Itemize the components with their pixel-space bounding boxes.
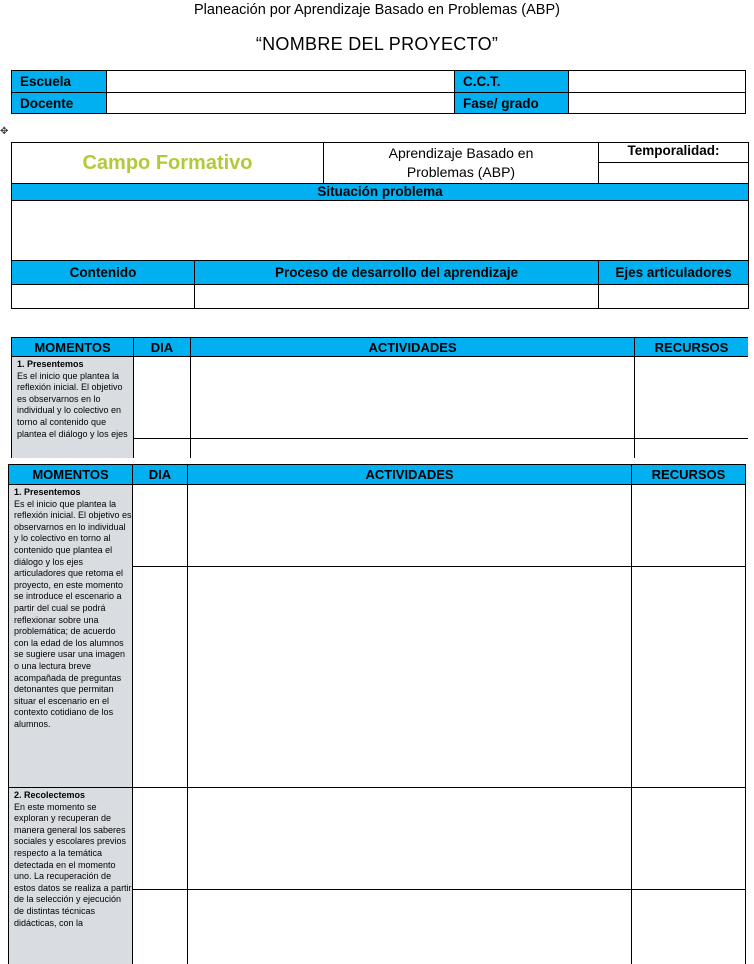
contenido-field[interactable]: [12, 285, 195, 309]
escuela-field[interactable]: [107, 71, 455, 93]
info-table: [11, 70, 746, 114]
moments-table-top-wrapper: [11, 337, 748, 458]
recursos-cell[interactable]: [635, 439, 749, 459]
temporalidad-label: Temporalidad:: [599, 143, 749, 163]
header-actividades: ACTIVIDADES: [191, 338, 635, 357]
recursos-cell[interactable]: [632, 890, 746, 964]
fase-grado-field[interactable]: [569, 93, 746, 114]
ejes-articuladores-label: Ejes articuladores: [599, 261, 749, 285]
moment-description: En este momento se exploran y recuperan de manera general los saberes sociales y escolares previos respecto a la temática detectada en el momento uno. La recuperación de estos datos se realiza a partir de la selección y ejecución de distintas técnicas didácticas, con la: [14, 801, 132, 928]
dia-cell[interactable]: [133, 788, 188, 890]
fase-grado-label: Fase/ grado: [455, 93, 569, 114]
metodologia-label: Aprendizaje Basado en Problemas (ABP): [324, 143, 599, 184]
actividades-cell[interactable]: [191, 439, 635, 459]
campo-formativo-title: Campo Formativo: [12, 143, 324, 184]
campo-formativo-table: [11, 142, 749, 309]
header-momentos: MOMENTOS: [12, 338, 134, 357]
situacion-problema-label: Situación problema: [12, 184, 749, 201]
moments-table-top: [11, 337, 748, 458]
header-momentos: MOMENTOS: [9, 465, 133, 485]
recursos-cell[interactable]: [632, 485, 746, 567]
moment-recolectemos-cell: [9, 788, 133, 964]
cct-label: C.C.T.: [455, 71, 569, 93]
moment-presentemos-cell: [12, 357, 134, 459]
moment-presentemos-cell: [9, 485, 133, 788]
recursos-cell[interactable]: [632, 567, 746, 788]
dia-cell[interactable]: [134, 439, 191, 459]
ejes-articuladores-field[interactable]: [599, 285, 749, 309]
header-dia: DIA: [134, 338, 191, 357]
moments-table-main-wrapper: [8, 464, 746, 964]
moment-description: Es el inicio que plantea la reflexión inicial. El objetivo es observarnos en lo individual y lo colectivo en torno al contenido que plantea el diálogo y los ejes: [17, 370, 128, 439]
situacion-problema-field[interactable]: [12, 201, 749, 261]
actividades-cell[interactable]: [188, 890, 632, 964]
docente-field[interactable]: [107, 93, 455, 114]
header-actividades: ACTIVIDADES: [188, 465, 632, 485]
dia-cell[interactable]: [133, 567, 188, 788]
recursos-cell[interactable]: [635, 357, 749, 439]
proceso-field[interactable]: [195, 285, 599, 309]
recursos-cell[interactable]: [632, 788, 746, 890]
actividades-cell[interactable]: [191, 357, 635, 439]
moment-title: 2. Recolectemos: [14, 790, 86, 800]
contenido-label: Contenido: [12, 261, 195, 285]
document-title: Planeación por Aprendizaje Basado en Problemas (ABP): [194, 2, 560, 18]
moment-title: 1. Presentemos: [17, 359, 84, 369]
header-dia: DIA: [133, 465, 188, 485]
docente-label: Docente: [12, 93, 107, 114]
header-recursos: RECURSOS: [635, 338, 749, 357]
temporalidad-field[interactable]: [599, 163, 749, 184]
actividades-cell[interactable]: [188, 788, 632, 890]
moment-description: Es el inicio que plantea la reflexión inicial. El objetivo es observarnos en lo individual y lo colectivo en torno al contenido que plantea el diálogo y los ejes articuladores que retoma el proyecto, en este momento se introduce el escenario a partir del cual se podrá reflexionar sobre una problemática; de acuerdo con la edad de los alumnos se sugiere usar una imagen o una lectura breve acompañada de preguntas detonantes que permitan situar el escenario en el contexto cotidiano de los alumnos.: [14, 498, 132, 729]
actividades-cell[interactable]: [188, 567, 632, 788]
dia-cell[interactable]: [134, 357, 191, 439]
actividades-cell[interactable]: [188, 485, 632, 567]
dia-cell[interactable]: [133, 485, 188, 567]
moments-table-main: [8, 464, 746, 964]
header-recursos: RECURSOS: [632, 465, 746, 485]
project-name: “NOMBRE DEL PROYECTO”: [255, 34, 499, 54]
move-handle-icon[interactable]: ✥: [0, 126, 9, 137]
dia-cell[interactable]: [133, 890, 188, 964]
cct-field[interactable]: [569, 71, 746, 93]
moment-title: 1. Presentemos: [14, 487, 81, 497]
escuela-label: Escuela: [12, 71, 107, 93]
proceso-label: Proceso de desarrollo del aprendizaje: [195, 261, 599, 285]
